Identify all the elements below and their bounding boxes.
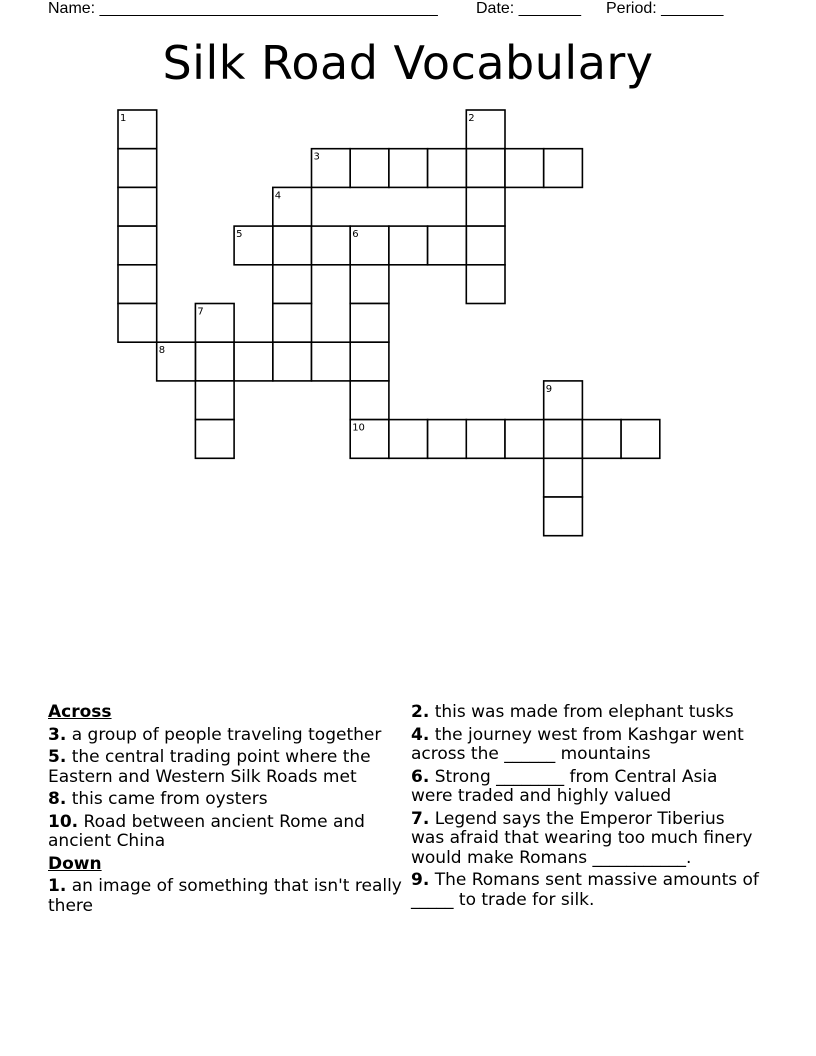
grid-cell[interactable] <box>544 458 583 497</box>
grid-cell[interactable] <box>312 342 351 381</box>
grid-cell[interactable] <box>118 265 157 304</box>
clue-item-number: 2. <box>411 702 430 722</box>
clue-number: 3 <box>313 151 320 163</box>
grid-cell[interactable] <box>466 420 505 459</box>
grid-cell[interactable] <box>389 226 428 265</box>
clue-item <box>411 768 761 807</box>
grid-cell[interactable] <box>350 149 389 188</box>
clue-item-text: The Romans sent massive amounts of _____ to trade for silk. <box>411 870 759 910</box>
across-clue-list <box>48 726 408 852</box>
grid-cell[interactable] <box>312 226 351 265</box>
clue-item-number: 4. <box>411 724 430 745</box>
clues-left-column <box>48 703 408 919</box>
grid-cell[interactable] <box>466 226 505 265</box>
clue-item-text: Road between ancient Rome and ancient China <box>48 811 365 851</box>
clue-number: 2 <box>468 113 475 124</box>
clue-number: 5 <box>236 229 243 241</box>
clue-item <box>411 726 761 765</box>
clue-item <box>48 877 408 916</box>
grid-cell[interactable] <box>234 342 273 381</box>
clue-item <box>48 813 408 852</box>
clue-item-number: 5. <box>48 747 67 767</box>
clue-number: 8 <box>158 345 166 357</box>
grid-cell[interactable] <box>118 304 157 343</box>
name-field[interactable]: Name: ______________________________________ <box>48 0 438 17</box>
grid-cell[interactable] <box>118 149 157 188</box>
grid-cell[interactable] <box>195 381 234 420</box>
grid-cell[interactable] <box>544 497 583 536</box>
grid-cell[interactable] <box>466 187 505 226</box>
grid-cell[interactable] <box>466 265 505 304</box>
grid-cell[interactable] <box>350 265 389 304</box>
grid-cell[interactable] <box>273 304 312 343</box>
clue-number: 9 <box>545 383 553 395</box>
clue-item-text: this was made from elephant tusks <box>429 702 734 722</box>
grid-cell[interactable] <box>273 226 312 265</box>
grid-cell[interactable] <box>195 420 234 459</box>
grid-cell[interactable] <box>195 342 234 381</box>
clue-item-number: 1. <box>48 876 67 896</box>
clue-item <box>411 871 761 910</box>
grid-cell[interactable] <box>505 149 544 188</box>
grid-cell[interactable] <box>389 420 428 459</box>
clue-item <box>411 810 761 869</box>
clue-item-text: an image of something that isn't really there <box>48 876 402 916</box>
clue-item <box>411 703 761 723</box>
grid-cell[interactable] <box>428 420 467 459</box>
down-clue-list-start <box>48 877 408 916</box>
page-title: Silk Road Vocabulary <box>162 36 654 90</box>
grid-cell[interactable] <box>118 226 157 265</box>
grid-cell[interactable] <box>544 420 583 459</box>
clue-item-text: Strong ________ from Central Asia were traded and highly valued <box>411 766 718 806</box>
date-field[interactable]: Date: _______ <box>476 0 581 17</box>
clue-item <box>48 748 408 787</box>
grid-cell[interactable] <box>273 342 312 381</box>
down-heading: Down <box>48 853 102 874</box>
clue-item-text: this came from oysters <box>66 789 268 809</box>
clue-item-text: a group of people traveling together <box>66 724 382 745</box>
grid-cell[interactable] <box>428 149 467 188</box>
clue-item-text: the journey west from Kashgar went across the ______ mountains <box>411 724 744 764</box>
across-heading: Across <box>48 702 112 722</box>
clue-item-number: 7. <box>411 808 430 829</box>
clue-item-number: 8. <box>48 789 67 809</box>
grid-cell[interactable] <box>273 265 312 304</box>
grid-cell[interactable] <box>350 381 389 420</box>
clue-item <box>48 726 408 746</box>
grid-cell[interactable] <box>621 420 660 459</box>
clue-number: 6 <box>352 229 359 241</box>
clue-number: 7 <box>197 306 204 318</box>
clue-item-text: the central trading point where the Eastern and Western Silk Roads met <box>48 747 371 787</box>
clues-right-column <box>411 703 761 913</box>
clue-item-number: 6. <box>411 766 430 787</box>
grid-cell[interactable] <box>118 187 157 226</box>
period-field[interactable]: Period: _______ <box>606 0 724 17</box>
grid-cell[interactable] <box>428 226 467 265</box>
clue-item <box>48 790 408 810</box>
clue-item-number: 10. <box>48 811 79 832</box>
clue-number: 1 <box>120 113 127 124</box>
clue-item-number: 9. <box>411 870 430 890</box>
clue-number: 4 <box>274 190 282 202</box>
grid-cell[interactable] <box>350 304 389 343</box>
grid-cell[interactable] <box>505 420 544 459</box>
grid-cell[interactable] <box>350 342 389 381</box>
grid-cell[interactable] <box>544 149 583 188</box>
grid-cell[interactable] <box>582 420 621 459</box>
grid-cell[interactable] <box>466 149 505 188</box>
down-clue-list-continued <box>411 703 761 910</box>
clue-item-text: Legend says the Emperor Tiberius was afraid that wearing too much finery would make Romans ___________. <box>411 808 753 868</box>
clue-number: 10 <box>352 422 365 434</box>
clue-item-number: 3. <box>48 724 67 745</box>
grid-cell[interactable] <box>389 149 428 188</box>
